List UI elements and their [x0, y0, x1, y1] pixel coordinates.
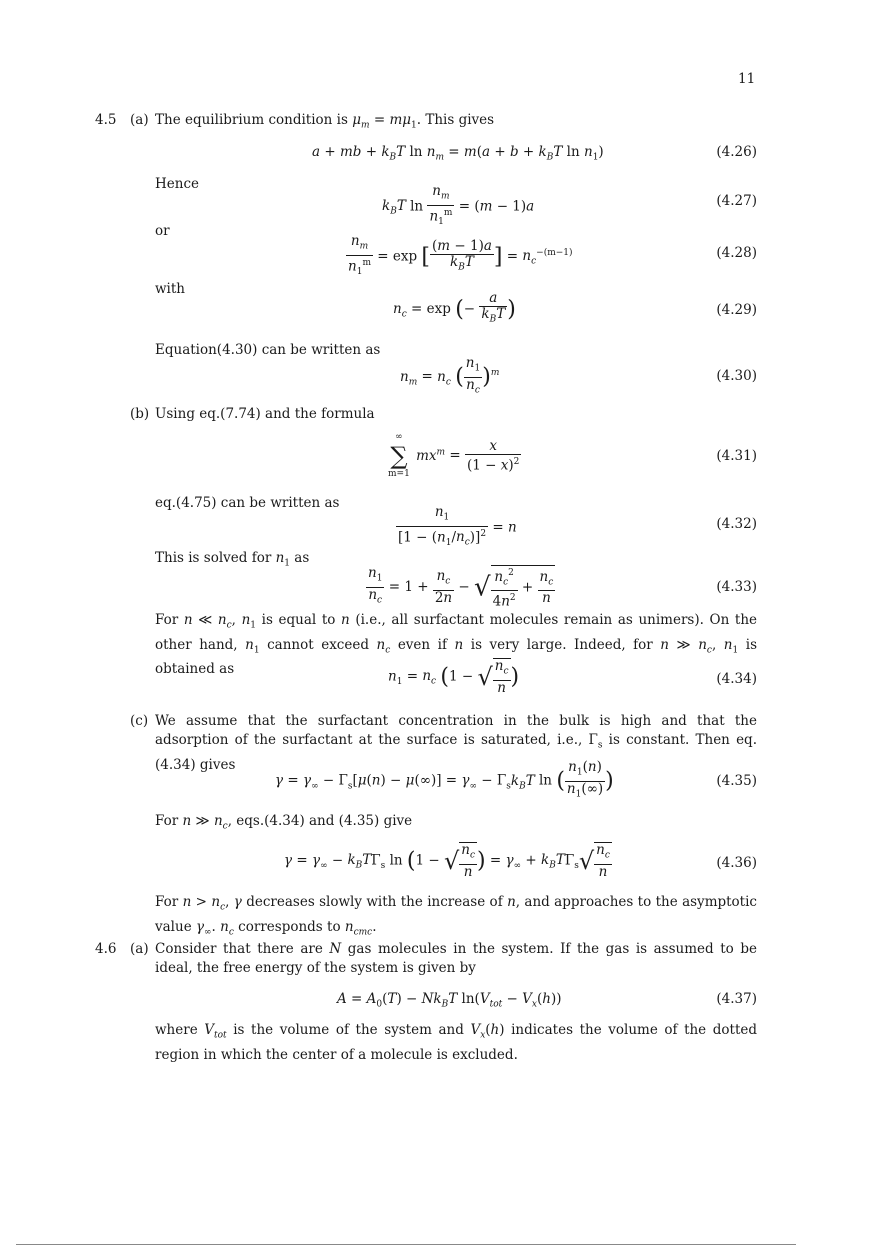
- equation-4-33: $\frac{n_1}{n_c}$ = 1 + $\frac{n_c}{2n}$ − √ $\frac{n_c^2}{4n^2}$ + $\frac{n_c}{n}$: [368, 565, 554, 610]
- problem-number: 4.5: [95, 112, 117, 128]
- paragraph: Using eq.(7.74) and the formula: [155, 406, 375, 422]
- equation-4-35: $\gamma = \gamma_\infty - \Gamma_s[\mu(n) - \mu(\infty)] = \gamma_\infty - \Gamma_sk_BT$ ln ( $\frac{n_1(n)}{n_1(\infty)}$ ): [275, 759, 614, 800]
- paragraph: This is solved for $n_1$ as: [155, 550, 310, 569]
- paragraph: Consider that there are N gas molecules in the system. If the gas is assumed to be ideal, the free energy of the system is given by: [155, 941, 757, 976]
- equation-tag: (4.30): [716, 368, 757, 384]
- equation-4-31: ∞ ∑ m=1 $mx^m$ = $\frac{x}{(1 - x)^2}$: [388, 432, 520, 479]
- equation-4-36: $\gamma = \gamma_\infty - k_BT\Gamma_s$ ln (1 − √ $\frac{n_c}{n}$ ) = $\gamma_\infty + k_BT\Gamma_s√$ $\frac{n_c}{n}$: [284, 842, 610, 880]
- part-label: (b): [130, 406, 150, 422]
- equation-tag: (4.37): [716, 991, 757, 1007]
- footer-rule: [16, 1244, 796, 1245]
- paragraph: where $V_{tot}$ is the volume of the system and $V_x(h)$ indicates the volume of the dotted region in which the center of a molecule is excluded.: [155, 1022, 757, 1063]
- paragraph: We assume that the surfactant concentration in the bulk is high and that the adsorption of the surfactant at the surface is saturated, i.e., $\Gamma_s$ is constant. Then eq.(4.34) gives: [155, 713, 757, 773]
- equation-tag: (4.36): [716, 855, 757, 871]
- equation-4-37: $A = A_0(T) - Nk_BT$ $\ln(V_{tot} - V_x(h))$: [337, 991, 562, 1010]
- text-with: with: [155, 281, 185, 297]
- equation-4-26: a + mb + $k_BT$ $\ln n_m = m(a + b + k_BT$ $\ln n_1$): [312, 144, 604, 163]
- paragraph: For n ≫ $n_c$, eqs.(4.34) and (4.35) give: [155, 813, 413, 832]
- paragraph: eq.(4.75) can be written as: [155, 495, 340, 511]
- equation-4-30: $n_m = n_c$ ( $\frac{n_1}{n_c}$ )$^m$: [400, 355, 500, 396]
- equation-tag: (4.27): [716, 193, 757, 209]
- paragraph: For n ≪ $n_c$, $n_1$ is equal to n (i.e., all surfactant molecules remain as unimers). On the other hand, $n_1$ cannot exceed $n_c$ even if n is very large. Indeed, for n ≫ $n_c$, $n_1$ is obtained as: [155, 612, 757, 678]
- equation-4-27: $k_BT$ ln $\frac{n_m}{n_1^m}$ = (m − 1)a: [382, 183, 535, 227]
- text-or: or: [155, 223, 170, 239]
- equation-tag: (4.28): [716, 245, 757, 261]
- part-label: (a): [130, 941, 149, 957]
- equation-4-29: $n_c = \exp$ (− $\frac{a}{k_BT}$ ): [393, 290, 516, 325]
- text-hence: Hence: [155, 176, 200, 192]
- part-label: (c): [130, 713, 149, 729]
- paragraph: For $n > n_c$, γ decreases slowly with the increase of n, and approaches to the asymptotic value $\gamma_\infty$. $n_c$ corresponds to $n_{cmc}$.: [155, 894, 757, 938]
- equation-4-34: $n_1 = n_c$ (1 − √ $\frac{n_c}{n}$ ): [388, 658, 520, 696]
- part-label: (a): [130, 112, 149, 128]
- equation-4-28: $\frac{n_m}{n_1^m}$ = exp [ $\frac{(m - 1)a}{k_BT}$ ] = $n_c^{-(m-1)}$: [348, 233, 573, 277]
- paragraph: The equilibrium condition is $\mu_m = m\mu_1$. This gives: [155, 112, 495, 131]
- equation-tag: (4.31): [716, 448, 757, 464]
- equation-tag: (4.32): [716, 516, 757, 532]
- equation-tag: (4.35): [716, 773, 757, 789]
- page-number: 11: [738, 71, 756, 87]
- equation-tag: (4.34): [716, 671, 757, 687]
- equation-4-32: $\frac{n_1}{[1 - (n_1/n_c)]^2}$ = n: [398, 504, 517, 548]
- problem-number: 4.6: [95, 941, 117, 957]
- equation-tag: (4.33): [716, 579, 757, 595]
- equation-tag: (4.26): [716, 144, 757, 160]
- paragraph: Equation(4.30) can be written as: [155, 342, 381, 358]
- equation-tag: (4.29): [716, 302, 757, 318]
